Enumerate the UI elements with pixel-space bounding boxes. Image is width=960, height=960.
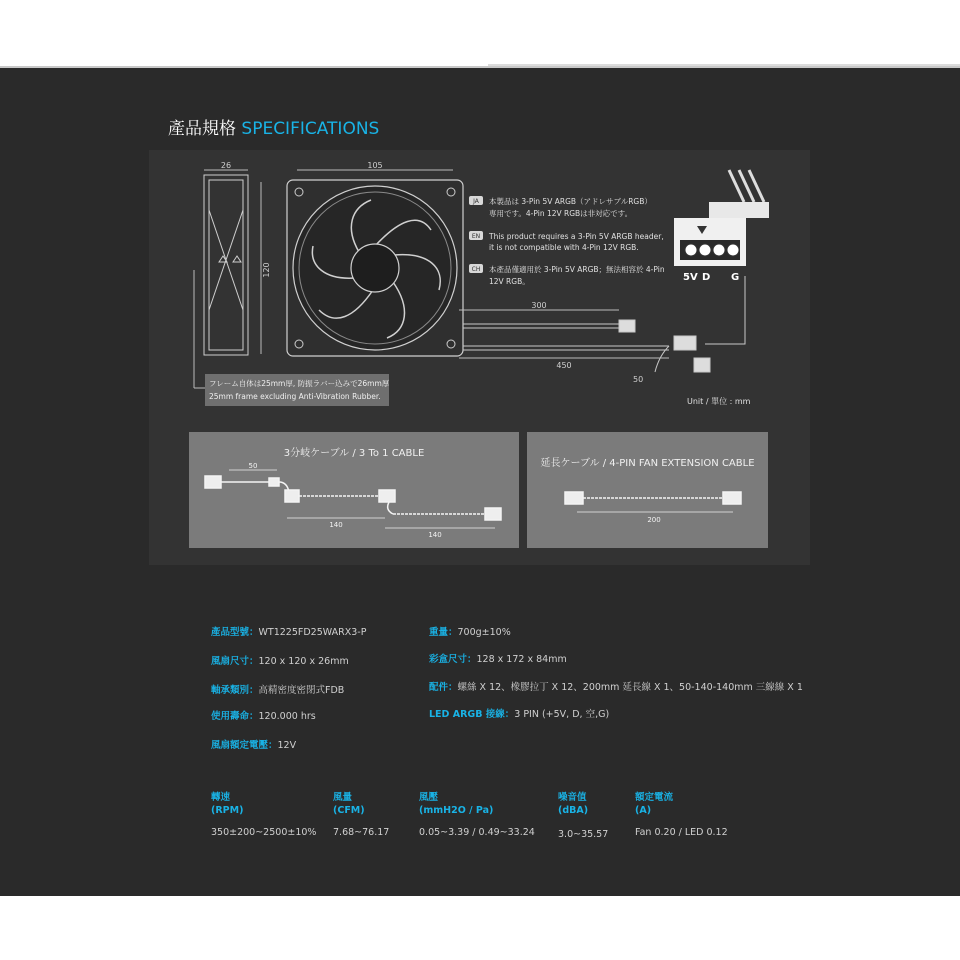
spec-life-label: 使用壽命： [211,711,259,722]
cable-extension-drawing [527,432,768,548]
cable-3to1-drawing [189,432,519,548]
spec-size [211,653,349,667]
table-header-unit: (mmH2O / Pa) [419,805,494,816]
pin-d-label: D [702,272,711,283]
tag-zh: CH [471,266,481,273]
table-header-unit: (CFM) [333,805,365,816]
cable-extension-box [527,432,768,548]
spec-accessories-value: 螺絲 X 12、橡膠拉丁 X 12、200mm 延長線 X 1、50-140-140mm 三線線 X 1 [457,682,803,693]
table-header-zh: 風壓 [419,792,439,803]
spec-voltage-value: 12V [277,740,297,751]
spec-weight-label: 重量： [429,627,458,638]
cable-extension-title: 延長ケーブル / 4-PIN FAN EXTENSION CABLE [540,458,755,469]
cable-3to1-d1: 50 [248,462,258,470]
cable-3to1-title: 3分岐ケーブル / 3 To 1 CABLE [283,448,425,459]
cable-3to1-d2: 140 [329,521,343,529]
tag-ja: JA [473,198,479,205]
cable-450-label: 450 [556,361,572,370]
table-header-cfm [333,791,365,817]
table-header-zh: 額定電流 [635,792,674,803]
table-header-noise [558,791,588,817]
frame-note-2: 25mm frame excluding Anti-Vibration Rubber. [209,392,381,401]
note-zh: 本產品僅適用於 3-Pin 5V ARGB；無法相容於 4-Pin [489,265,665,274]
spec-life-value: 120.000 hrs [258,711,316,722]
fan-side-view [204,175,248,355]
unit-label: Unit / 單位 : mm [687,397,751,406]
spec-led [429,706,609,720]
spec-voltage [211,737,296,751]
page-title [168,114,379,139]
spec-bearing [211,682,344,696]
table-value-cfm: 7.68~76.17 [333,827,390,838]
table-header-zh: 噪音值 [558,792,587,803]
frame-note-1: フレーム自体は25mm厚, 防振ラバー込みで26mm厚 [209,379,390,388]
dim-width-label: 105 [367,161,383,170]
table-header-current [635,791,673,817]
cable-300-label: 300 [531,301,547,310]
table-header-zh: 風量 [333,792,353,803]
page-title-en: SPECIFICATIONS [241,119,380,139]
table-value-current: Fan 0.20 / LED 0.12 [635,827,728,838]
tag-en: EN [471,233,481,240]
cable-50-label: 50 [633,375,644,384]
cable-extension-d1: 200 [647,516,661,524]
spec-voltage-label: 風扇額定電壓： [211,740,278,751]
spec-size-value: 120 x 120 x 26mm [258,656,349,667]
spec-size-label: 風扇尺寸： [211,656,259,667]
spec-model-value: WT1225FD25WARX3-P [258,627,367,638]
spec-weight [429,624,511,638]
spec-accessories [429,679,803,693]
cable-3to1-box [189,432,519,548]
note-ja-2: 専用です。4-Pin 12V RGBは非対応です。 [489,209,633,218]
spec-weight-value: 700g±10% [457,627,511,638]
note-en: This product requires a 3-Pin 5V ARGB header, [489,232,664,241]
pin-5v-label: 5V [683,272,698,283]
table-value-rpm: 350±200~2500±10% [211,827,317,838]
spec-bearing-label: 軸承類別： [211,685,259,696]
spec-model-label: 產品型號： [211,627,259,638]
table-value-noise: 3.0~35.57 [558,829,609,840]
dim-height-label: 120 [262,262,271,278]
spec-life [211,708,316,722]
note-en-2: it is not compatible with 4-Pin 12V RGB. [489,243,639,252]
spec-box [429,651,567,665]
table-header-unit: (dBA) [558,805,589,816]
spec-led-label: LED ARGB 接線： [429,709,515,720]
table-header-unit: (RPM) [211,805,244,816]
note-ja: 本製品は 3-Pin 5V ARGB（アドレサブルRGB） [489,197,652,206]
table-header-pressure [419,791,493,817]
spec-accessories-label: 配件： [429,682,458,693]
cable-3to1-d3: 140 [428,531,442,539]
table-value-pressure: 0.05~3.39 / 0.49~33.24 [419,827,535,838]
spec-box-value: 128 x 172 x 84mm [476,654,567,665]
fan-front-view [287,180,463,356]
dim-side-label: 26 [220,161,232,170]
note-zh-2: 12V RGB。 [489,277,530,286]
pin-g-label: G [731,272,740,283]
argb-connector-icon [674,170,769,266]
table-header-rpm [211,791,243,817]
spec-led-value: 3 PIN (+5V, D, 空,G) [514,709,610,720]
spec-box-label: 彩盒尺寸： [429,654,477,665]
spec-model [211,624,366,638]
spec-bearing-value: 高精密度密閉式FDB [258,685,345,696]
table-header-unit: (A) [635,805,652,816]
table-header-zh: 轉速 [211,792,231,803]
page-title-zh: 產品規格 [168,119,236,139]
